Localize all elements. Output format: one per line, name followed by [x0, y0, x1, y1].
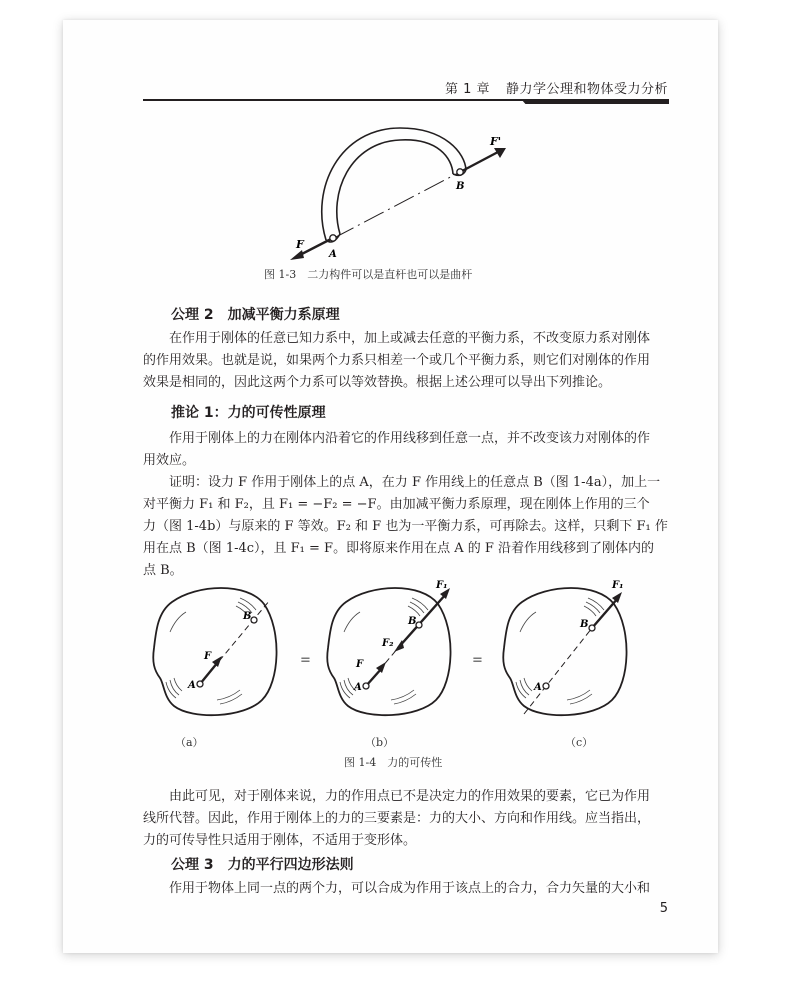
header-bar	[521, 99, 669, 104]
label-A: A	[329, 249, 337, 260]
panel-b-label: （b）	[365, 736, 395, 749]
figure-1-4-transmissibility	[150, 578, 670, 738]
equals-sign: =	[300, 653, 311, 668]
equals-sign: =	[472, 653, 483, 668]
corollary-1-statement	[143, 428, 670, 472]
text-line: 作用于物体上同一点的两个力，可以合成为作用于该点上的合力，合力矢量的大小和	[169, 881, 651, 896]
label-F: F	[204, 651, 212, 662]
axiom-2-heading: 公理 2 加减平衡力系原理	[171, 307, 340, 323]
book-page	[63, 20, 718, 953]
text-line: 对平衡力 F₁ 和 F₂，且 F₁ = −F₂ = −F。由加减平衡力系原理，现在刚体上作用的三个	[143, 497, 650, 512]
text-line: 力（图 1-4b）与原来的 F 等效。F₂ 和 F 也为一平衡力系，可再除去。这样，只剩下 F₁ 作	[143, 519, 668, 534]
chapter-number: 第 1 章	[444, 82, 490, 97]
label-A: A	[534, 682, 542, 693]
text-line: 效果是相同的，因此这两个力系可以等效替换。根据上述公理可以导出下列推论。	[143, 375, 612, 390]
corollary-1-heading: 推论 1：力的可传性原理	[171, 405, 326, 421]
figure-1-3-curved-member	[280, 118, 520, 263]
axiom-3-body	[143, 878, 670, 900]
label-A: A	[354, 682, 362, 693]
figure-1-4-caption: 图 1-4 力的可传性	[344, 756, 443, 769]
panel-c	[503, 580, 626, 715]
panel-c-label: （c）	[565, 736, 594, 749]
panel-a	[153, 588, 276, 715]
conclusion-body	[143, 786, 670, 852]
text-line: 用在点 B（图 1-4c），且 F₁ = F。即将原来作用在点 A 的 F 沿着作用线移到了刚体内的	[143, 541, 655, 556]
axiom-3-heading: 公理 3 力的平行四边形法则	[171, 857, 354, 873]
label-F2: F₂	[382, 638, 394, 649]
text-line: 在作用于刚体的任意已知力系中，加上或减去任意的平衡力系，不改变原力系对刚体	[169, 331, 651, 346]
label-B: B	[580, 619, 589, 630]
text-line: 的作用效果。也就是说，如果两个力系只相差一个或几个平衡力系，则它们对刚体的作用	[143, 353, 651, 368]
corollary-1-proof	[143, 472, 670, 582]
label-F: F	[356, 659, 364, 670]
text-line: 力的可传导性只适用于刚体，不适用于变形体。	[143, 833, 417, 848]
text-line: 线所代替。因此，作用于刚体上的力的三要素是：力的大小、方向和作用线。应当指出，	[143, 811, 651, 826]
text-line: 证明：设力 F 作用于刚体上的点 A，在力 F 作用线上的任意点 B（图 1-4a），加上一	[169, 475, 661, 490]
axiom-2-body	[143, 328, 670, 394]
running-head	[445, 78, 668, 97]
text-line: 由此可见，对于刚体来说，力的作用点已不是决定力的作用效果的要素，它已为作用	[169, 789, 651, 804]
panel-a-label: （a）	[175, 736, 204, 749]
label-F1: F₁	[436, 580, 448, 591]
text-line: 点 B。	[143, 563, 183, 578]
label-B: B	[243, 611, 252, 622]
label-F: F	[296, 238, 304, 251]
label-B: B	[456, 181, 465, 192]
label-F-prime: F'	[490, 135, 502, 148]
label-B: B	[408, 616, 417, 627]
text-line: 作用于刚体上的力在刚体内沿着它的作用线移到任意一点，并不改变该力对刚体的作	[169, 431, 651, 446]
page-number: 5	[659, 901, 668, 916]
figure-1-3-caption: 图 1-3 二力构件可以是直杆也可以是曲杆	[264, 268, 473, 281]
panel-b	[327, 580, 450, 715]
label-F1: F₁	[612, 580, 624, 591]
text-line: 用效应。	[143, 453, 196, 468]
label-A: A	[188, 680, 196, 691]
chapter-title: 静力学公理和物体受力分析	[505, 82, 668, 97]
